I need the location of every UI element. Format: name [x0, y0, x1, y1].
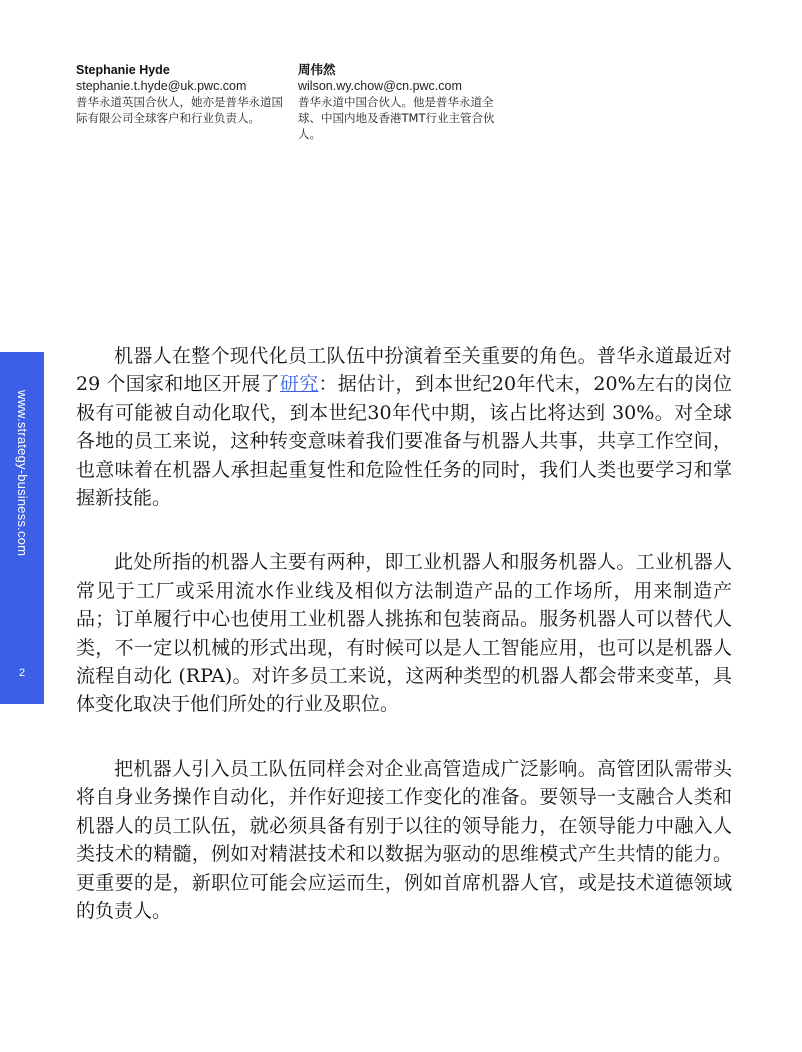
article-body — [76, 342, 732, 961]
author-bio: 普华永道中国合伙人。他是普华永道全球、中国内地及香港TMT行业主管合伙人。 — [298, 95, 495, 141]
sidebar-website-url[interactable]: www.strategy-business.com — [15, 390, 30, 557]
author-card — [76, 62, 298, 142]
author-name: 周伟然 — [298, 63, 336, 77]
page-number: 2 — [18, 667, 26, 679]
author-bio: 普华永道英国合伙人，她亦是普华永道国际有限公司全球客户和行业负责人。 — [76, 95, 283, 125]
paragraph-1 — [76, 342, 732, 512]
paragraph-2: 此处所指的机器人主要有两种，即工业机器人和服务机器人。工业机器人常见于工厂或采用流水作业线及相似方法制造产品的工作场所，用来制造产品；订单履行中心也使用工业机器人挑拣和包装商品。服务机器人可以替代人类，不一定以机械的形式出现，有时候可以是人工智能应用，也可以是机器人流程自动化 (RPA)。对许多员工来说，这两种类型的机器人都会带来变革，具体变化取决于他们所处的行业及职位。 — [76, 551, 732, 716]
author-name: Stephanie Hyde — [76, 63, 170, 77]
author-card — [298, 62, 520, 142]
author-block — [76, 62, 536, 142]
author-email[interactable]: stephanie.t.hyde@uk.pwc.com — [76, 79, 247, 93]
paragraph-3: 把机器人引入员工队伍同样会对企业高管造成广泛影响。高管团队需带头将自身业务操作自动化，并作好迎接工作变化的准备。要领导一支融合人类和机器人的员工队伍，就必须具备有别于以往的领导能力，在领导能力中融入人类技术的精髓，例如对精湛技术和以数据为驱动的思维模式产生共情的能力。更重要的是，新职位可能会应运而生，例如首席机器人官，或是技术道德领域的负责人。 — [76, 757, 732, 922]
author-email[interactable]: wilson.wy.chow@cn.pwc.com — [298, 79, 462, 93]
paragraph-1-text-end: ：据估计，到本世纪20年代末，20%左右的岗位极有可能被自动化取代，到本世纪30年代中期，该占比将达到 30%。对全球各地的员工来说，这种转变意味着我们要准备与机器人共事，共享工作空间，也意味着在机器人承担起重复性和危险性任务的同时，我们人类也要学习和掌握新技能。 — [76, 373, 732, 510]
research-link[interactable]: 研究 — [279, 373, 319, 396]
paragraph-1-text-start: 机器人在整个现代化员工队伍中扮演着至关重要的角色。普华永道最近对 29 个国家和地区开展了 — [76, 345, 732, 396]
